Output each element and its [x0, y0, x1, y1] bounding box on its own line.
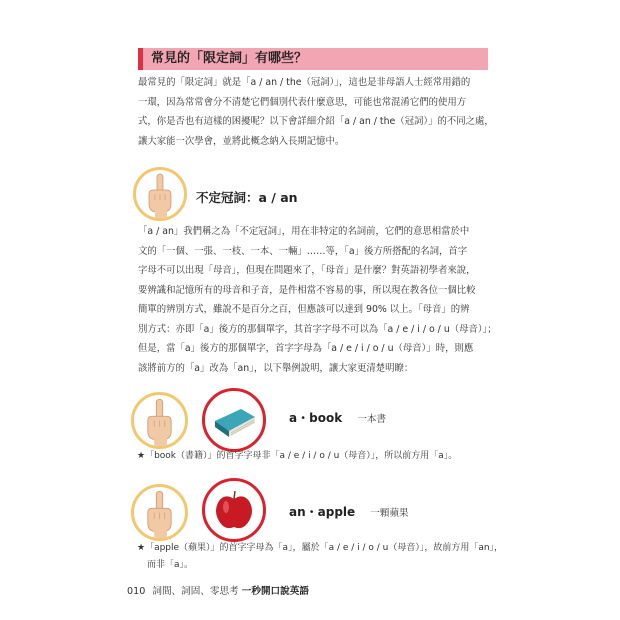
intro-line: 一環，因為常常會分不清楚它們個別代表什麼意思，可能也常混淆它們的使用方 [138, 96, 467, 108]
example-note: ★「book（書籍）」的首字字母非「a / e / i / o / u（母音）」，所以前方用「a」。 [137, 451, 458, 461]
body-line: 文的「一個、一張、一枝、一本、一輛」……等，「a」後方所搭配的名詞，首字 [138, 245, 468, 257]
body-line: 別方式：亦即「a」後方的那個單字，其首字字母不可以為「a / e / i / o / u（母音）」； [138, 323, 497, 335]
example-note [137, 540, 503, 574]
article-a: a [289, 411, 298, 425]
note-line: ★「apple（蘋果）」的首字字母為「a」，屬於「a / e / i / o / u（母音）」，故前方用「an」， [137, 543, 504, 553]
example-meaning: 一本書 [357, 414, 387, 425]
body-line: 該將前方的「a」改為「an」，以下舉例說明，讓大家更清楚明瞭： [138, 362, 414, 374]
book-icon [202, 388, 266, 452]
intro-line: 讓大家能一次學會，並將此概念納入長期記憶中。 [138, 135, 345, 147]
page-number: 010 [127, 586, 146, 597]
footer-book-title: 一秒開口說英語 [241, 586, 309, 597]
example-phrase [289, 407, 386, 426]
dot-separator: ・ [305, 505, 318, 519]
body-line: 但是，當「a」後方的那個單字，首字字母為「a / e / i / o / u（母音）」時，則應 [138, 343, 474, 354]
intro-line: 式，你是否也有這樣的困擾呢？以下會詳細介紹「a / an / the（冠詞）」的不同之處， [138, 116, 494, 127]
footer-series: 詞間、詞固、零思考 [152, 586, 239, 597]
pointing-finger-icon [133, 167, 187, 221]
body-line: 要辨識和記憶所有的母音和子音，是件相當不容易的事，所以現在教各位一個比較 [138, 284, 476, 296]
example-meaning: 一顆蘋果 [370, 508, 409, 519]
apple-icon [202, 478, 266, 542]
body-line: 簡單的辨別方式，雖說不是百分之百，但應該可以達到 90% 以上。「母音」的辨 [138, 304, 470, 315]
example-phrase [289, 501, 409, 520]
body-line: 字母不可以出現「母音」，但現在問題來了，「母音」是什麼？對英語初學者來說， [138, 265, 476, 276]
article-an: an [289, 505, 306, 519]
pointing-finger-icon [131, 392, 188, 449]
body-line: 「a / an」我們稱之為「不定冠詞」，用在非特定的名詞前，它們的意思相當於中 [138, 226, 470, 237]
section-heading: 常見的「限定詞」有哪些？ [138, 48, 488, 70]
body-paragraph [138, 222, 497, 378]
example-word: apple [317, 505, 356, 519]
intro-paragraph [138, 73, 494, 151]
example-word: book [309, 411, 343, 425]
pointing-finger-icon [131, 484, 188, 541]
note-line: 而非「a」。 [147, 560, 194, 570]
intro-line: 最常見的「限定詞」就是「a / an / the（冠詞）」，這也是非母語人士經常用錯的 [138, 77, 471, 88]
page-footer [127, 583, 309, 597]
dot-separator: ・ [297, 411, 310, 425]
subsection-title: 不定冠詞：a / an [196, 190, 298, 205]
